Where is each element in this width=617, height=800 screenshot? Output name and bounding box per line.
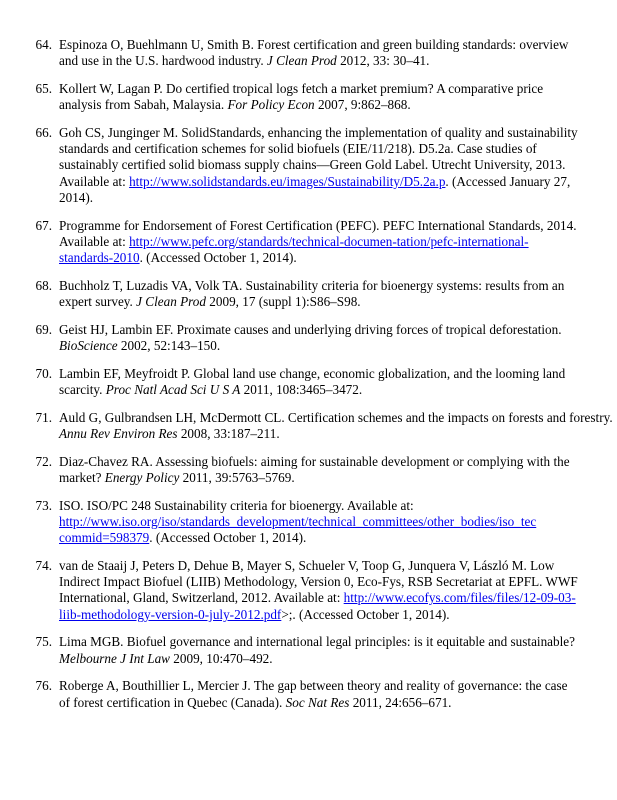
reference-item	[0, 366, 617, 398]
reference-list	[0, 37, 617, 722]
journal-name: BioScience	[59, 338, 118, 354]
journal-name: Annu Rev Environ Res	[59, 426, 178, 442]
reference-url-link[interactable]: http://www.ecofys.com/files/files/12-09-03-liib-methodology-version-0-july-2012.pdf	[59, 590, 576, 622]
reference-text: Goh CS, Junginger M. SolidStandards, enhancing the implementation of quality and sustainability standards and certification schemes for solid biofuels (EIE/11/218). D5.2a. Case studies of sustainably certified solid biomass supply chains—Green Gold Label. Utrecht University, 2013. Available at: http://www.solidstandards.eu/images/Sustainability/D5.2a.p. (Accessed January 27, 2014).	[59, 125, 578, 205]
reference-number: 73.	[35, 497, 52, 513]
reference-text: Programme for Endorsement of Forest Certification (PEFC). PEFC International Standards, 2014. Available at: http://www.pefc.org/standards/technical-documen-tation/pefc-international-standards-2010. (Accessed October 1, 2014).	[59, 217, 577, 266]
reference-number: 68.	[35, 277, 52, 293]
reference-item	[0, 558, 617, 623]
reference-text: Diaz-Chavez RA. Assessing biofuels: aiming for sustainable development or complying with the market? Energy Policy 2011, 39:5763–5769.	[59, 453, 570, 486]
reference-number: 70.	[35, 365, 52, 381]
reference-text: Espinoza O, Buehlmann U, Smith B. Forest certification and green building standards: overview and use in the U.S. hardwood industry. J Clean Prod 2012, 33: 30–41.	[59, 37, 569, 69]
reference-number: 75.	[35, 634, 52, 650]
reference-number: 66.	[35, 125, 52, 140]
reference-item	[0, 454, 617, 486]
reference-number: 69.	[35, 321, 52, 337]
reference-url-link[interactable]: http://www.pefc.org/standards/technical-documen-tation/pefc-international-standards-2010	[59, 233, 529, 266]
reference-item	[0, 37, 617, 69]
journal-name: J Clean Prod	[266, 53, 337, 69]
reference-url-link[interactable]: http://www.iso.org/iso/standards_development/technical_committees/other_bodies/iso_tec commid=598379	[59, 514, 537, 546]
reference-item	[0, 634, 617, 666]
reference-item	[0, 278, 617, 310]
reference-item	[0, 498, 617, 547]
reference-item	[0, 678, 617, 710]
reference-item	[0, 410, 617, 442]
reference-item	[0, 218, 617, 267]
reference-number: 65.	[35, 81, 52, 96]
reference-text: Kollert W, Lagan P. Do certified tropical logs fetch a market premium? A comparative price analysis from Sabah, Malaysia. For Policy Econ 2007, 9:862–868.	[59, 81, 544, 113]
journal-name: J Clean Prod	[136, 294, 206, 310]
reference-text: ISO. ISO/PC 248 Sustainability criteria for bioenergy. Available at: http://www.iso.org/iso/standards_development/technical_committees/other_bodies/iso_tec commid=598379. (Accessed October 1, 2014).	[59, 497, 537, 546]
reference-text: Lima MGB. Biofuel governance and international legal principles: is it equitable and sustainable? Melbourne J Int Law 2009, 10:470–492.	[59, 634, 575, 666]
reference-url-link[interactable]: http://www.solidstandards.eu/images/Sustainability/D5.2a.p	[129, 173, 446, 189]
journal-name: For Policy Econ	[227, 97, 315, 113]
journal-name: Melbourne J Int Law	[59, 650, 170, 666]
reference-item	[0, 322, 617, 354]
reference-number: 74.	[35, 558, 52, 574]
reference-text: Lambin EF, Meyfroidt P. Global land use change, economic globalization, and the looming land scarcity. Proc Natl Acad Sci U S A 2011, 108:3465–3472.	[59, 365, 566, 398]
journal-name: Proc Natl Acad Sci U S A	[105, 382, 241, 398]
reference-text: Geist HJ, Lambin EF. Proximate causes and underlying driving forces of tropical deforestation. BioScience 2002, 52:143–150.	[59, 321, 562, 354]
journal-name: Soc Nat Res	[285, 694, 350, 710]
reference-text: Roberge A, Bouthillier L, Mercier J. The gap between theory and reality of governance: the case of forest certification in Quebec (Canada). Soc Nat Res 2011, 24:656–671.	[59, 678, 568, 710]
reference-number: 67.	[35, 217, 52, 233]
reference-text: Auld G, Gulbrandsen LH, McDermott CL. Certification schemes and the impacts on forests and forestry. Annu Rev Environ Res 2008, 33:187–211.	[59, 409, 613, 442]
reference-item	[0, 125, 617, 206]
reference-number: 71.	[35, 409, 52, 425]
reference-item	[0, 81, 617, 113]
reference-number: 64.	[35, 37, 52, 52]
reference-number: 76.	[35, 678, 52, 694]
reference-text: van de Staaij J, Peters D, Dehue B, Mayer S, Schueler V, Toop G, Junquera V, László M. Low Indirect Impact Biofuel (LIIB) Methodology, Version 0, Eco-Fys, RSB Secretariat at EPFL. WWF International, Gland, Switzerland, 2012. Available at: http://www.ecofys.com/files/files/12-09-03-liib-methodology-version-0-july-2012.pdf>;. (Accessed October 1, 2014).	[59, 558, 578, 622]
reference-text: Buchholz T, Luzadis VA, Volk TA. Sustainability criteria for bioenergy systems: results from an expert survey. J Clean Prod 2009, 17 (suppl 1):S86–S98.	[59, 277, 565, 310]
reference-number: 72.	[35, 453, 52, 469]
journal-name: Energy Policy	[104, 470, 180, 486]
